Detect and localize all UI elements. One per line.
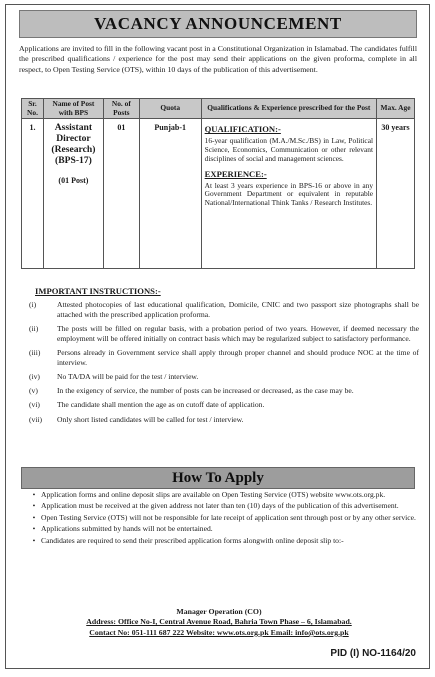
- pid-number: PID (I) NO-1164/20: [330, 648, 416, 659]
- list-item: [29, 300, 419, 320]
- experience-text: At least 3 years experience in BPS-16 or above in any Government Department or equivalent in reputable National/International Think Tanks / Research Institutes.: [204, 180, 374, 208]
- list-item: [29, 386, 419, 396]
- vacancy-table: [21, 98, 415, 269]
- title-banner: [19, 10, 417, 38]
- item-text: Open Testing Service (OTS) will not be responsible for late receipt of application sent through post or by any other service.: [41, 512, 416, 522]
- item-number: (iv): [29, 371, 40, 381]
- header-max-age: Max. Age: [377, 99, 415, 119]
- list-item: [29, 415, 419, 425]
- intro-paragraph: Applications are invited to fill in the following vacant post in a Constitutional Organization in Islamabad. The candidates fulfill the prescribed qualifications / experience for the post may send their applications on the given proforma, complete in all respect, to Open Testing Service (OTS), within 10 days of the publication of this advertisement.: [19, 44, 417, 74]
- bullet-icon: •: [32, 512, 36, 522]
- item-text: Persons already in Government service shall apply through proper channel and should produce NOC at the time of interview.: [57, 347, 419, 367]
- item-number: (i): [29, 300, 37, 309]
- list-item: [29, 348, 419, 368]
- post-count-note: (01 Post): [58, 176, 89, 186]
- header-quota: Quota: [139, 99, 201, 119]
- item-text: In the exigency of service, the number of posts can be increased or decreased, as the case may be.: [57, 386, 354, 396]
- how-to-apply-banner: [21, 467, 415, 489]
- cell-max-age: 30 years: [377, 119, 415, 269]
- list-item: [27, 536, 419, 546]
- cell-sr-no: 1.: [22, 119, 44, 269]
- item-number: (vi): [29, 400, 40, 410]
- contact-details: Contact No: 051-111 687 222 Website: www.ots.org.pk Email: info@ots.org.pk: [89, 627, 349, 637]
- office-name: Manager Operation (CO): [176, 607, 262, 616]
- header-post-name: Name of Post with BPS: [43, 99, 103, 119]
- list-item: [27, 513, 419, 523]
- experience-heading: EXPERIENCE:-: [204, 168, 267, 179]
- table-header-row: [22, 99, 415, 119]
- advertisement-page: [5, 4, 430, 669]
- instructions-title: IMPORTANT INSTRUCTIONS:-: [35, 286, 161, 296]
- cell-qualifications: [201, 119, 376, 269]
- item-text: Attested photocopies of last educational qualification, Domicile, CNIC and two passport size photographs shall be attached with the prescribed application proforma.: [57, 300, 419, 319]
- cell-quota: Punjab-1: [139, 119, 201, 269]
- cell-post: [43, 119, 103, 269]
- cell-no-of-posts: 01: [103, 119, 139, 269]
- item-number: (vii): [29, 414, 43, 424]
- item-text: Application forms and online deposit slips are available on Open Testing Service (OTS) website www.ots.org.pk.: [41, 490, 386, 499]
- contact-block: [21, 607, 417, 638]
- how-to-apply-list: [27, 490, 419, 547]
- bullet-icon: •: [32, 535, 36, 545]
- item-number: (v): [29, 386, 38, 396]
- item-text: No TA/DA will be paid for the test / interview.: [57, 371, 199, 381]
- item-text: The candidate shall mention the age as on cutoff date of application.: [57, 400, 265, 410]
- item-number: (ii): [29, 323, 39, 333]
- item-number: (iii): [29, 347, 41, 357]
- post-name: Assistant Director (Research) (BPS-17): [51, 122, 96, 166]
- list-item: [29, 372, 419, 382]
- list-item: [29, 324, 419, 344]
- item-text: The posts will be filled on regular basis, with a probation period of two years. However, if deemed necessary the employment will be offered initially on contract basis which may be regularized subject to satisfactory performance.: [57, 323, 419, 343]
- list-item: [27, 490, 419, 500]
- qualification-heading: QUALIFICATION:-: [204, 124, 281, 135]
- header-sr-no: Sr. No.: [22, 99, 44, 119]
- instructions-list: [29, 300, 419, 429]
- list-item: [27, 524, 419, 534]
- table-row: [22, 119, 415, 269]
- item-text: Candidates are required to send their prescribed application forms alongwith online deposit slip to:-: [41, 535, 344, 545]
- how-to-apply-title: How To Apply: [172, 469, 264, 486]
- list-item: [29, 400, 419, 410]
- header-no-of-posts: No. of Posts: [103, 99, 139, 119]
- item-text: Only short listed candidates will be called for test / interview.: [57, 414, 244, 424]
- postal-address: Address: Office No-I, Central Avenue Road, Bahria Town Phase – 6, Islamabad.: [86, 617, 352, 627]
- bullet-icon: •: [32, 524, 36, 534]
- page-title: VACANCY ANNOUNCEMENT: [94, 14, 342, 33]
- qualification-text: 16-year qualification (M.A./M.Sc./BS) in Law, Political Science, Economics, Communication or other relevant disciplines of social and management sciences.: [204, 136, 374, 163]
- header-qualifications: Qualifications & Experience prescribed for the Post: [201, 99, 376, 119]
- bullet-icon: •: [32, 490, 36, 499]
- bullet-icon: •: [32, 501, 36, 511]
- item-text: Applications submitted by hands will not be entertained.: [41, 524, 213, 534]
- item-text: Application must be received at the given address not later than ten (10) days of the publication of this advertisement.: [41, 501, 399, 511]
- list-item: [27, 501, 419, 511]
